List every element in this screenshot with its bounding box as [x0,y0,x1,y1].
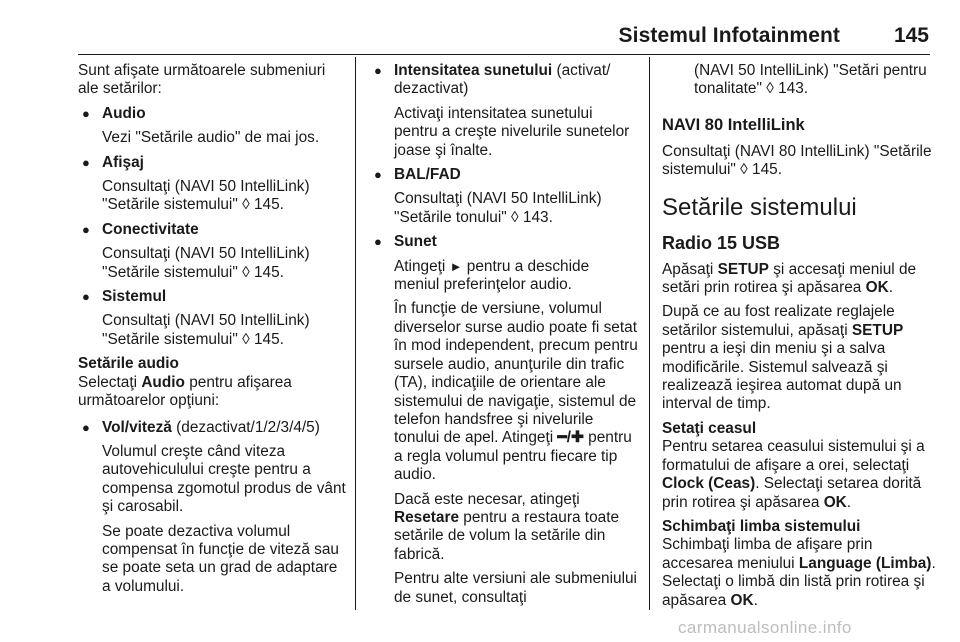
setup-label: SETUP [717,260,769,278]
text-span: pentru a regla volumul pentru fiecare tip audio. [394,429,632,484]
page-number: 145 [893,24,929,47]
radio-paragraph [662,261,937,298]
item-title-suffix: (dezactivat/1/2/3/4/5) [171,418,320,436]
ok-label: OK [865,279,889,297]
list-item-balfad [370,166,638,227]
audio-heading: Setările audio [78,355,179,373]
list-item-afisaj [78,154,350,215]
text-span: Apăsaţi [662,260,718,278]
bullet-icon: ● [82,154,90,170]
text-span: pentru a deschide meniul preferinţelor audio. [394,257,590,294]
item-title: Audio [102,104,146,122]
column-divider [649,57,650,610]
item-paragraph: Volumul creşte când viteza autovehiculului creşte pentru a compensa zgomotul produs de vânt şi carosabil. [102,442,346,516]
reset-label: Resetare [394,508,460,526]
item-paragraph [394,300,638,484]
header-rule [78,54,930,55]
column-left [78,62,350,602]
section-heading: Setările sistemului [662,193,857,221]
setup-label: SETUP [851,321,904,339]
item-desc: Vezi "Setările audio" de mai jos. [102,129,320,147]
audio-intro-text: Selectaţi [78,373,142,391]
radio-paragraph [662,303,937,413]
text-span: Dacă este necesar, atingeţi [394,490,580,508]
item-title-suffix: (activat/ dezactivat) [394,62,611,98]
ok-label: OK [823,493,847,511]
list-item-sunet [370,233,638,607]
item-title: Sunet [394,233,437,251]
navi80-text: Consultaţi (NAVI 80 IntelliLink) "Setările sistemului" ◊ 145. [662,142,932,179]
text-span: Atingeţi [394,257,450,275]
clock-heading: Setaţi ceasul [662,419,757,437]
column-divider [355,57,356,610]
navi80-heading: NAVI 80 IntelliLink [662,115,805,134]
text-span: Schimbaţi limba de afişare prin accesarea meniului [662,536,873,572]
item-paragraph: Consultaţi (NAVI 50 IntelliLink) "Setările tonului" ◊ 143. [394,190,602,226]
item-title: Conectivitate [102,220,199,238]
text-span: şi accesaţi meniul de setări prin rotirea şi apăsarea [662,260,917,297]
text-span: pentru a ieşi din meniu şi a salva modificările. Sistemul salvează şi realizează ieşirea automat după un interval de timp. [662,340,902,413]
audio-section [78,355,350,410]
language-label: Language (Limba) [798,554,932,572]
bullet-icon: ● [82,105,90,121]
item-title: Intensitatea sunetului [394,62,553,79]
list-item-conectivitate [78,221,350,282]
language-section [662,518,937,610]
intro-text: Sunt afişate următoarele submeniuri ale setărilor: [78,62,326,98]
item-title: Sistemul [102,288,167,306]
item-paragraph: Pentru alte versiuni ale submeniului de sunet, consultaţi [394,570,637,606]
list-item-sistemul [78,288,350,349]
bullet-icon: ● [374,167,382,183]
bullet-icon: ● [374,63,382,78]
bullet-icon: ● [82,221,90,237]
text-span: . Selectaţi setarea dorită prin rotirea şi apăsarea [662,475,922,511]
watermark: carmanualsonline.info [678,618,852,637]
radio-heading: Radio 15 USB [662,232,781,253]
item-title: Afişaj [102,153,144,171]
text-span: Pentru setarea ceasului sistemului şi a formatului de afişare a orei, selectaţi [662,438,925,474]
text-span: pentru a restaura toate setările de volum la setările din fabrică. [394,508,620,563]
text-span: . [753,591,758,609]
ok-label: OK [730,591,754,609]
column-right [662,62,937,616]
list-item-loudness [370,62,638,160]
text-span: . [846,493,852,511]
item-paragraph [394,258,638,295]
minus-plus-icon: ━/✚ [557,429,584,447]
audio-intro-bold: Audio [141,373,185,391]
item-paragraph: Activaţi intensitatea sunetului pentru a creşte nivelurile sunetelor joase şi înalte. [394,104,630,159]
continued-text: (NAVI 50 IntelliLink) "Setări pentru tonalitate" ◊ 143. [694,62,927,98]
play-arrow-icon: ► [449,258,463,274]
item-title: BAL/FAD [394,166,461,184]
item-title: Vol/viteză [102,418,172,436]
item-paragraph [394,491,638,565]
text-span: După ce au fost realizate reglajele setărilor sistemului, apăsaţi [662,303,895,339]
language-heading: Schimbaţi limba sistemului [662,517,861,535]
clock-label: Clock (Ceas) [662,475,756,493]
clock-section [662,420,937,512]
bullet-icon: ● [82,419,90,435]
page-header [0,0,960,57]
item-desc: Consultaţi (NAVI 50 IntelliLink) "Setările sistemului" ◊ 145. [102,178,310,214]
item-desc: Consultaţi (NAVI 50 IntelliLink) "Setările sistemului" ◊ 145. [102,312,310,348]
text-span: În funcţie de versiune, volumul diverselor surse audio poate fi setat în mod independent, precum pentru sursele audio, anunţurile din trafic (TA), indicaţiile de orientare ale sistemului de navigaţie, sistemul de telefon handsfree şi nivelurile tonului de apel. Atingeţi [394,300,638,447]
text-span: . Selectaţi o limbă din listă prin rotirea şi apăsarea [662,554,936,609]
bullet-icon: ● [82,289,90,305]
text-span: . [888,279,893,297]
bullet-icon: ● [374,234,382,250]
list-item-vol [78,419,350,597]
list-item-audio [78,105,350,148]
audio-intro-text: pentru afişarea următoarelor opţiuni: [78,373,292,410]
item-desc: Consultaţi (NAVI 50 IntelliLink) "Setările sistemului" ◊ 145. [102,245,310,281]
page-title: Sistemul Infotainment [618,24,840,47]
column-middle [370,62,638,613]
item-paragraph: Se poate dezactiva volumul compensat în funcţie de viteză sau se poate seta un grad de adaptare a volumului. [102,522,339,595]
